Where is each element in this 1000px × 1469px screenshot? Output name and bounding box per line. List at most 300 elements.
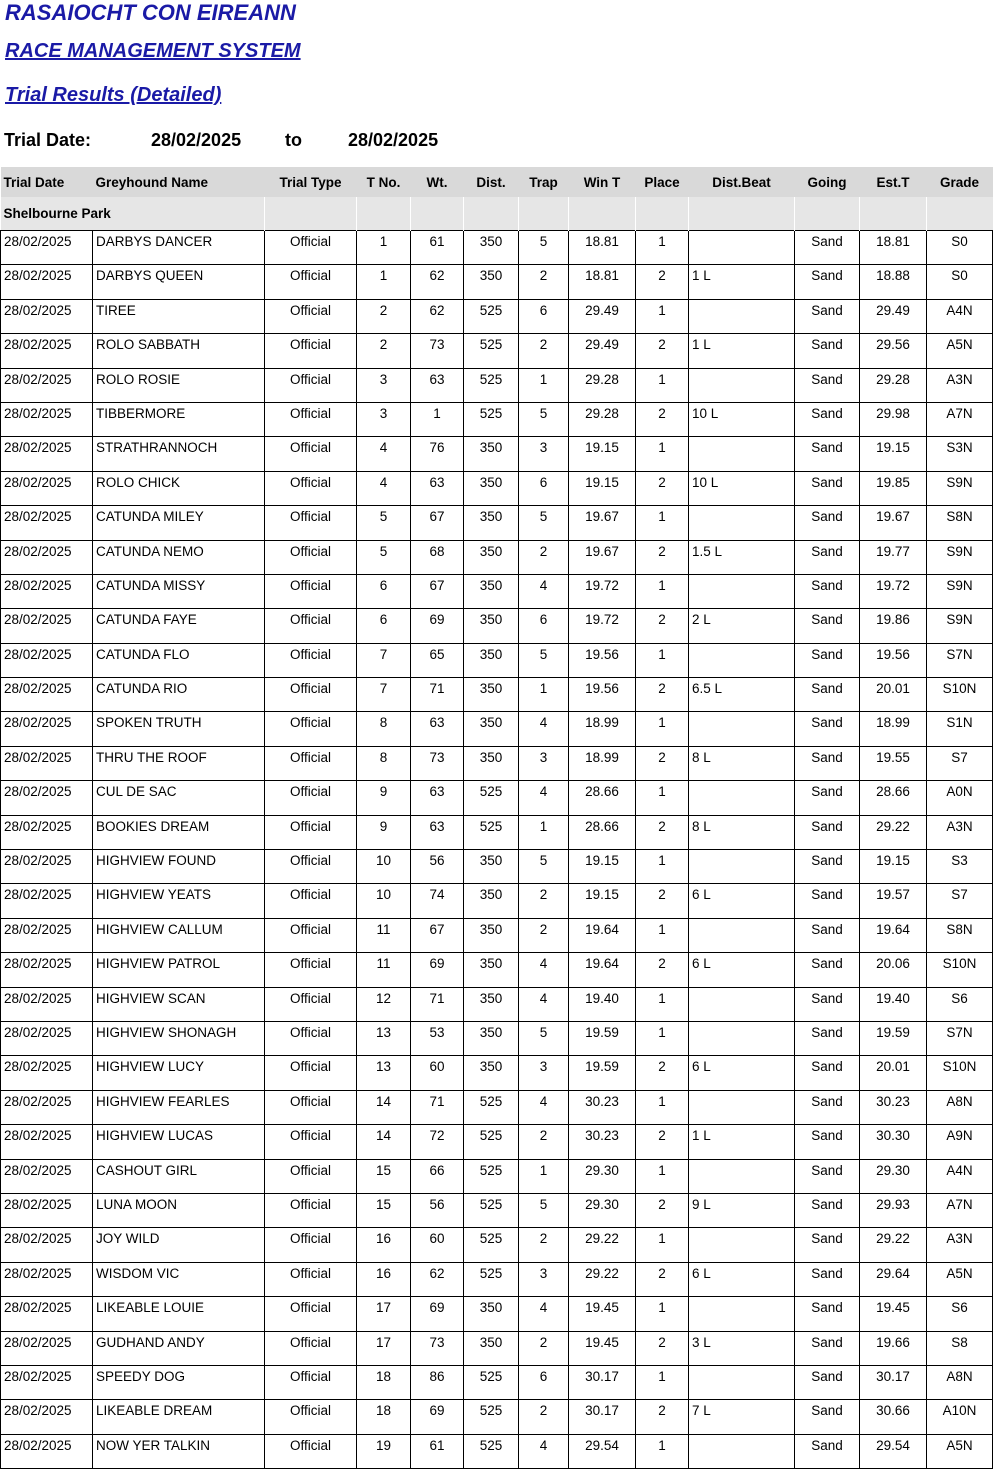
- cell-trap: 4: [519, 987, 569, 1021]
- cell-trial-type: Official: [265, 1400, 357, 1434]
- cell-trap: 4: [519, 574, 569, 608]
- cell-weight: 72: [411, 1125, 464, 1159]
- cell-distance: 350: [464, 437, 519, 471]
- cell-trap: 3: [519, 1056, 569, 1090]
- cell-trial-type: Official: [265, 265, 357, 299]
- cell-trial-type: Official: [265, 918, 357, 952]
- cell-win-time: 29.49: [569, 299, 636, 333]
- table-row: [1, 1400, 993, 1434]
- cell-trial-no: 8: [357, 746, 411, 780]
- cell-trial-date: 28/02/2025: [1, 1056, 93, 1090]
- cell-est-time: 28.66: [860, 781, 927, 815]
- cell-trial-type: Official: [265, 1297, 357, 1331]
- cell-trial-date: 28/02/2025: [1, 1297, 93, 1331]
- cell-trial-type: Official: [265, 987, 357, 1021]
- cell-est-time: 30.23: [860, 1090, 927, 1124]
- cell-trap: 2: [519, 334, 569, 368]
- table-row: [1, 678, 993, 712]
- cell-est-time: 19.15: [860, 850, 927, 884]
- section-track-name: Shelbourne Park: [1, 197, 265, 231]
- date-to: 28/02/2025: [348, 130, 439, 150]
- cell-trap: 2: [519, 884, 569, 918]
- cell-greyhound-name: HIGHVIEW LUCY: [93, 1056, 265, 1090]
- cell-trial-date: 28/02/2025: [1, 850, 93, 884]
- cell-going: Sand: [795, 1056, 860, 1090]
- cell-win-time: 29.30: [569, 1193, 636, 1227]
- cell-trial-no: 11: [357, 953, 411, 987]
- cell-going: Sand: [795, 884, 860, 918]
- cell-grade: S8N: [927, 506, 993, 540]
- cell-trial-type: Official: [265, 334, 357, 368]
- cell-trial-type: Official: [265, 1159, 357, 1193]
- cell-trap: 4: [519, 712, 569, 746]
- cell-going: Sand: [795, 437, 860, 471]
- col-trial-type: Trial Type: [265, 167, 357, 197]
- cell-trial-type: Official: [265, 1193, 357, 1227]
- cell-greyhound-name: HIGHVIEW CALLUM: [93, 918, 265, 952]
- cell-dist-beat: [689, 506, 795, 540]
- cell-trial-no: 4: [357, 471, 411, 505]
- cell-going: Sand: [795, 231, 860, 265]
- cell-win-time: 19.40: [569, 987, 636, 1021]
- cell-grade: S6: [927, 1297, 993, 1331]
- cell-trial-type: Official: [265, 643, 357, 677]
- cell-est-time: 19.67: [860, 506, 927, 540]
- cell-est-time: 19.57: [860, 884, 927, 918]
- cell-trial-no: 15: [357, 1193, 411, 1227]
- cell-trap: 4: [519, 781, 569, 815]
- cell-trap: 1: [519, 815, 569, 849]
- cell-place: 1: [636, 574, 689, 608]
- cell-grade: A3N: [927, 815, 993, 849]
- cell-trial-date: 28/02/2025: [1, 987, 93, 1021]
- cell-distance: 525: [464, 1365, 519, 1399]
- cell-trial-date: 28/02/2025: [1, 953, 93, 987]
- cell-weight: 68: [411, 540, 464, 574]
- cell-grade: S7N: [927, 1021, 993, 1055]
- cell-est-time: 19.56: [860, 643, 927, 677]
- cell-weight: 62: [411, 299, 464, 333]
- cell-trial-date: 28/02/2025: [1, 437, 93, 471]
- cell-trial-type: Official: [265, 437, 357, 471]
- table-row: [1, 1262, 993, 1296]
- cell-trap: 3: [519, 746, 569, 780]
- cell-going: Sand: [795, 1365, 860, 1399]
- cell-place: 2: [636, 1400, 689, 1434]
- cell-distance: 350: [464, 884, 519, 918]
- cell-going: Sand: [795, 746, 860, 780]
- cell-greyhound-name: HIGHVIEW LUCAS: [93, 1125, 265, 1159]
- cell-win-time: 29.54: [569, 1434, 636, 1468]
- cell-dist-beat: 1.5 L: [689, 540, 795, 574]
- cell-trial-no: 4: [357, 437, 411, 471]
- cell-trial-type: Official: [265, 574, 357, 608]
- cell-trial-no: 17: [357, 1331, 411, 1365]
- cell-place: 1: [636, 299, 689, 333]
- cell-trial-no: 16: [357, 1228, 411, 1262]
- cell-trap: 5: [519, 506, 569, 540]
- cell-grade: A10N: [927, 1400, 993, 1434]
- cell-weight: 74: [411, 884, 464, 918]
- cell-place: 1: [636, 1434, 689, 1468]
- cell-grade: S3N: [927, 437, 993, 471]
- cell-going: Sand: [795, 1159, 860, 1193]
- cell-going: Sand: [795, 1434, 860, 1468]
- cell-trial-no: 6: [357, 609, 411, 643]
- cell-win-time: 19.56: [569, 678, 636, 712]
- table-row: [1, 540, 993, 574]
- cell-trial-no: 8: [357, 712, 411, 746]
- cell-grade: S8N: [927, 918, 993, 952]
- table-row: [1, 1056, 993, 1090]
- cell-win-time: 19.56: [569, 643, 636, 677]
- table-row: [1, 987, 993, 1021]
- cell-dist-beat: [689, 918, 795, 952]
- cell-est-time: 19.45: [860, 1297, 927, 1331]
- cell-place: 2: [636, 884, 689, 918]
- cell-grade: S10N: [927, 953, 993, 987]
- cell-place: 2: [636, 1193, 689, 1227]
- table-row: [1, 437, 993, 471]
- cell-weight: 67: [411, 918, 464, 952]
- cell-weight: 71: [411, 987, 464, 1021]
- cell-going: Sand: [795, 402, 860, 436]
- cell-trap: 4: [519, 1090, 569, 1124]
- cell-weight: 69: [411, 1400, 464, 1434]
- cell-dist-beat: 6 L: [689, 884, 795, 918]
- cell-trial-date: 28/02/2025: [1, 1021, 93, 1055]
- cell-trial-type: Official: [265, 1021, 357, 1055]
- cell-weight: 53: [411, 1021, 464, 1055]
- cell-weight: 63: [411, 368, 464, 402]
- cell-dist-beat: [689, 299, 795, 333]
- cell-est-time: 19.55: [860, 746, 927, 780]
- cell-win-time: 29.22: [569, 1262, 636, 1296]
- cell-trial-type: Official: [265, 884, 357, 918]
- cell-dist-beat: 6.5 L: [689, 678, 795, 712]
- cell-distance: 525: [464, 368, 519, 402]
- cell-win-time: 29.22: [569, 1228, 636, 1262]
- cell-grade: A0N: [927, 781, 993, 815]
- cell-weight: 62: [411, 1262, 464, 1296]
- cell-trap: 2: [519, 1125, 569, 1159]
- cell-going: Sand: [795, 574, 860, 608]
- cell-trial-no: 15: [357, 1159, 411, 1193]
- cell-win-time: 30.23: [569, 1090, 636, 1124]
- cell-weight: 69: [411, 953, 464, 987]
- table-row: [1, 506, 993, 540]
- cell-weight: 65: [411, 643, 464, 677]
- cell-dist-beat: [689, 1159, 795, 1193]
- cell-grade: S9N: [927, 609, 993, 643]
- cell-weight: 62: [411, 265, 464, 299]
- cell-trial-type: Official: [265, 815, 357, 849]
- cell-dist-beat: [689, 1021, 795, 1055]
- cell-trial-type: Official: [265, 678, 357, 712]
- cell-grade: A8N: [927, 1365, 993, 1399]
- cell-greyhound-name: TIBBERMORE: [93, 402, 265, 436]
- table-row: [1, 334, 993, 368]
- cell-trial-type: Official: [265, 368, 357, 402]
- col-place: Place: [636, 167, 689, 197]
- cell-trial-date: 28/02/2025: [1, 884, 93, 918]
- cell-trial-type: Official: [265, 506, 357, 540]
- cell-dist-beat: 10 L: [689, 471, 795, 505]
- cell-place: 1: [636, 1021, 689, 1055]
- cell-trial-type: Official: [265, 1056, 357, 1090]
- cell-dist-beat: 1 L: [689, 334, 795, 368]
- cell-dist-beat: [689, 781, 795, 815]
- cell-place: 1: [636, 712, 689, 746]
- cell-win-time: 19.72: [569, 609, 636, 643]
- cell-trial-date: 28/02/2025: [1, 1193, 93, 1227]
- cell-place: 2: [636, 609, 689, 643]
- cell-dist-beat: [689, 574, 795, 608]
- cell-est-time: 29.98: [860, 402, 927, 436]
- cell-trial-date: 28/02/2025: [1, 643, 93, 677]
- cell-trial-no: 9: [357, 815, 411, 849]
- cell-trial-date: 28/02/2025: [1, 506, 93, 540]
- cell-trial-no: 5: [357, 540, 411, 574]
- cell-est-time: 18.88: [860, 265, 927, 299]
- cell-greyhound-name: STRATHRANNOCH: [93, 437, 265, 471]
- cell-trial-no: 2: [357, 299, 411, 333]
- cell-distance: 350: [464, 1056, 519, 1090]
- cell-distance: 525: [464, 1090, 519, 1124]
- col-trap: Trap: [519, 167, 569, 197]
- cell-trial-no: 7: [357, 643, 411, 677]
- cell-trial-date: 28/02/2025: [1, 815, 93, 849]
- cell-distance: 350: [464, 953, 519, 987]
- cell-place: 2: [636, 265, 689, 299]
- cell-distance: 350: [464, 918, 519, 952]
- cell-grade: A7N: [927, 1193, 993, 1227]
- cell-trial-no: 16: [357, 1262, 411, 1296]
- cell-greyhound-name: LIKEABLE DREAM: [93, 1400, 265, 1434]
- cell-trial-no: 1: [357, 265, 411, 299]
- cell-place: 1: [636, 231, 689, 265]
- cell-trial-type: Official: [265, 746, 357, 780]
- cell-grade: S3: [927, 850, 993, 884]
- trial-date-range: [4, 130, 604, 156]
- table-row: [1, 1193, 993, 1227]
- cell-trial-type: Official: [265, 712, 357, 746]
- cell-place: 1: [636, 1159, 689, 1193]
- cell-going: Sand: [795, 815, 860, 849]
- cell-distance: 525: [464, 1193, 519, 1227]
- cell-greyhound-name: NOW YER TALKIN: [93, 1434, 265, 1468]
- cell-trial-date: 28/02/2025: [1, 1159, 93, 1193]
- cell-weight: 63: [411, 781, 464, 815]
- table-row: [1, 1159, 993, 1193]
- cell-weight: 69: [411, 1297, 464, 1331]
- cell-est-time: 19.66: [860, 1331, 927, 1365]
- cell-win-time: 18.81: [569, 265, 636, 299]
- cell-grade: S9N: [927, 540, 993, 574]
- cell-trial-no: 14: [357, 1090, 411, 1124]
- cell-distance: 525: [464, 1262, 519, 1296]
- cell-distance: 525: [464, 1228, 519, 1262]
- cell-distance: 525: [464, 1125, 519, 1159]
- cell-est-time: 29.22: [860, 815, 927, 849]
- cell-greyhound-name: HIGHVIEW YEATS: [93, 884, 265, 918]
- cell-trap: 4: [519, 953, 569, 987]
- cell-greyhound-name: DARBYS DANCER: [93, 231, 265, 265]
- cell-distance: 525: [464, 299, 519, 333]
- cell-trial-no: 14: [357, 1125, 411, 1159]
- cell-weight: 63: [411, 712, 464, 746]
- cell-weight: 60: [411, 1228, 464, 1262]
- cell-trial-date: 28/02/2025: [1, 402, 93, 436]
- cell-going: Sand: [795, 471, 860, 505]
- cell-trial-date: 28/02/2025: [1, 540, 93, 574]
- cell-trap: 5: [519, 1193, 569, 1227]
- cell-place: 1: [636, 1297, 689, 1331]
- cell-greyhound-name: CATUNDA FLO: [93, 643, 265, 677]
- cell-trial-no: 3: [357, 402, 411, 436]
- cell-est-time: 20.01: [860, 678, 927, 712]
- cell-est-time: 30.17: [860, 1365, 927, 1399]
- cell-greyhound-name: THRU THE ROOF: [93, 746, 265, 780]
- cell-trial-type: Official: [265, 299, 357, 333]
- cell-going: Sand: [795, 712, 860, 746]
- cell-grade: S9N: [927, 471, 993, 505]
- table-row: [1, 884, 993, 918]
- cell-trial-type: Official: [265, 953, 357, 987]
- cell-grade: S8: [927, 1331, 993, 1365]
- cell-grade: A3N: [927, 1228, 993, 1262]
- cell-trap: 6: [519, 471, 569, 505]
- cell-distance: 350: [464, 678, 519, 712]
- cell-place: 1: [636, 850, 689, 884]
- cell-greyhound-name: SPOKEN TRUTH: [93, 712, 265, 746]
- cell-weight: 71: [411, 1090, 464, 1124]
- cell-greyhound-name: CATUNDA NEMO: [93, 540, 265, 574]
- table-row: [1, 712, 993, 746]
- system-title: RACE MANAGEMENT SYSTEM: [5, 40, 301, 62]
- cell-grade: S7N: [927, 643, 993, 677]
- cell-weight: 86: [411, 1365, 464, 1399]
- cell-dist-beat: [689, 1297, 795, 1331]
- cell-trap: 2: [519, 1228, 569, 1262]
- cell-place: 2: [636, 540, 689, 574]
- col-greyhound-name: Greyhound Name: [93, 167, 265, 197]
- cell-est-time: 19.72: [860, 574, 927, 608]
- cell-est-time: 19.59: [860, 1021, 927, 1055]
- cell-going: Sand: [795, 1228, 860, 1262]
- cell-greyhound-name: SPEEDY DOG: [93, 1365, 265, 1399]
- cell-going: Sand: [795, 850, 860, 884]
- cell-distance: 525: [464, 402, 519, 436]
- cell-dist-beat: 8 L: [689, 815, 795, 849]
- cell-dist-beat: 6 L: [689, 1262, 795, 1296]
- cell-est-time: 19.40: [860, 987, 927, 1021]
- cell-distance: 350: [464, 471, 519, 505]
- cell-dist-beat: 6 L: [689, 1056, 795, 1090]
- report-title: Trial Results (Detailed): [5, 84, 222, 106]
- cell-trial-type: Official: [265, 471, 357, 505]
- cell-win-time: 18.99: [569, 712, 636, 746]
- cell-dist-beat: 10 L: [689, 402, 795, 436]
- col-dist-beat: Dist.Beat: [689, 167, 795, 197]
- cell-distance: 350: [464, 506, 519, 540]
- cell-trap: 6: [519, 299, 569, 333]
- cell-place: 1: [636, 643, 689, 677]
- cell-trial-no: 19: [357, 1434, 411, 1468]
- cell-est-time: 18.81: [860, 231, 927, 265]
- cell-trial-date: 28/02/2025: [1, 299, 93, 333]
- cell-win-time: 29.30: [569, 1159, 636, 1193]
- cell-weight: 1: [411, 402, 464, 436]
- cell-grade: A4N: [927, 299, 993, 333]
- cell-trap: 6: [519, 1365, 569, 1399]
- cell-trap: 1: [519, 1159, 569, 1193]
- cell-trial-no: 1: [357, 231, 411, 265]
- trial-results-table: [0, 167, 993, 1469]
- cell-grade: A3N: [927, 368, 993, 402]
- cell-place: 2: [636, 746, 689, 780]
- cell-win-time: 19.15: [569, 884, 636, 918]
- cell-place: 1: [636, 1228, 689, 1262]
- cell-place: 2: [636, 1331, 689, 1365]
- cell-going: Sand: [795, 1400, 860, 1434]
- cell-grade: S7: [927, 884, 993, 918]
- cell-trial-no: 2: [357, 334, 411, 368]
- cell-grade: A5N: [927, 1434, 993, 1468]
- cell-est-time: 19.86: [860, 609, 927, 643]
- cell-trap: 2: [519, 1331, 569, 1365]
- cell-distance: 350: [464, 231, 519, 265]
- cell-going: Sand: [795, 918, 860, 952]
- cell-grade: A9N: [927, 1125, 993, 1159]
- cell-place: 1: [636, 1090, 689, 1124]
- table-row: [1, 1125, 993, 1159]
- cell-greyhound-name: GUDHAND ANDY: [93, 1331, 265, 1365]
- cell-win-time: 19.15: [569, 471, 636, 505]
- table-row: [1, 402, 993, 436]
- cell-grade: A8N: [927, 1090, 993, 1124]
- cell-trial-date: 28/02/2025: [1, 678, 93, 712]
- table-row: [1, 746, 993, 780]
- cell-greyhound-name: TIREE: [93, 299, 265, 333]
- table-row: [1, 471, 993, 505]
- cell-distance: 350: [464, 643, 519, 677]
- cell-place: 1: [636, 506, 689, 540]
- cell-greyhound-name: HIGHVIEW FEARLES: [93, 1090, 265, 1124]
- table-row: [1, 1434, 993, 1468]
- cell-trial-no: 13: [357, 1021, 411, 1055]
- cell-distance: 350: [464, 850, 519, 884]
- cell-place: 1: [636, 987, 689, 1021]
- cell-win-time: 30.17: [569, 1365, 636, 1399]
- cell-going: Sand: [795, 368, 860, 402]
- cell-distance: 525: [464, 781, 519, 815]
- cell-trial-no: 18: [357, 1365, 411, 1399]
- cell-place: 1: [636, 1365, 689, 1399]
- cell-trial-type: Official: [265, 1125, 357, 1159]
- cell-distance: 350: [464, 265, 519, 299]
- cell-dist-beat: 3 L: [689, 1331, 795, 1365]
- cell-place: 2: [636, 1056, 689, 1090]
- cell-weight: 56: [411, 850, 464, 884]
- cell-distance: 350: [464, 574, 519, 608]
- cell-greyhound-name: HIGHVIEW FOUND: [93, 850, 265, 884]
- cell-trial-type: Official: [265, 1331, 357, 1365]
- cell-going: Sand: [795, 334, 860, 368]
- cell-trial-type: Official: [265, 609, 357, 643]
- cell-trial-date: 28/02/2025: [1, 368, 93, 402]
- cell-distance: 525: [464, 1434, 519, 1468]
